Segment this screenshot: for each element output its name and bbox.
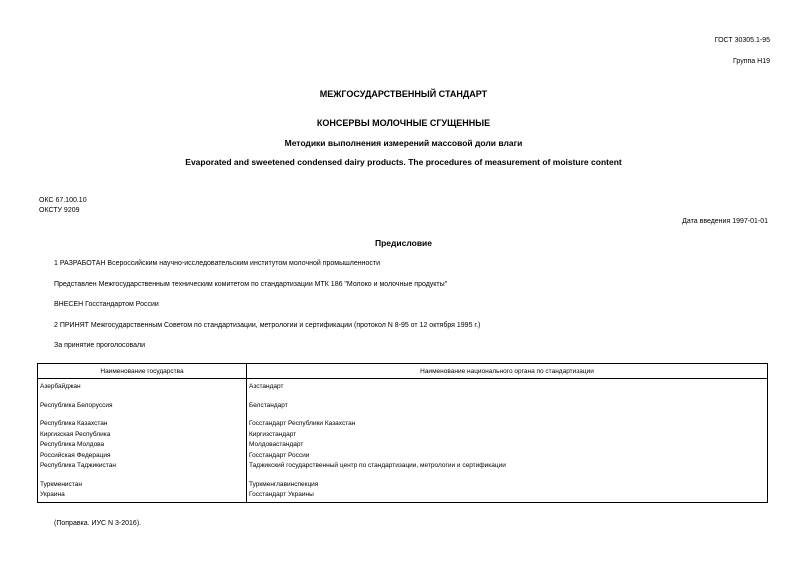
table-row bbox=[38, 452, 768, 463]
table-row bbox=[38, 420, 768, 431]
standard-type-title: МЕЖГОСУДАРСТВЕННЫЙ СТАНДАРТ bbox=[319, 89, 488, 99]
foreword-paragraph: Представлен Межгосударственным техническим комитетом по стандартизации МТК 186 "Молоко и молочные продукты" bbox=[54, 281, 448, 288]
body-name-cell: Госстандарт Украины bbox=[247, 491, 768, 502]
body-name-cell bbox=[247, 473, 768, 481]
table-header-row bbox=[38, 364, 768, 379]
foreword-paragraph: 2 ПРИНЯТ Межгосударственным Советом по стандартизации, метрологии и сертификации (протокол N 8-95 от 12 октября 1995 г.) bbox=[54, 322, 481, 329]
table-row bbox=[38, 412, 768, 420]
table-row bbox=[38, 481, 768, 492]
body-name-cell: Киргизстандарт bbox=[247, 431, 768, 442]
table-header-cell: Наименование государства bbox=[38, 364, 247, 379]
body-name-cell: Белстандарт bbox=[247, 402, 768, 413]
okstu-code: ОКСТУ 9209 bbox=[39, 207, 80, 214]
state-name-cell: Республика Казахстан bbox=[38, 420, 247, 431]
amendment-note: (Поправка. ИУС N 3-2016). bbox=[54, 520, 142, 527]
table-row bbox=[38, 431, 768, 442]
table-row bbox=[38, 402, 768, 413]
state-name-cell: Республика Молдова bbox=[38, 441, 247, 452]
subject-title: Методики выполнения измерений массовой доли влаги bbox=[284, 138, 523, 148]
state-name-cell: Азербайджан bbox=[38, 379, 247, 394]
body-name-cell: Азстандарт bbox=[247, 379, 768, 394]
state-name-cell: Российская Федерация bbox=[38, 452, 247, 463]
state-name-cell bbox=[38, 394, 247, 402]
table-row bbox=[38, 441, 768, 452]
body-name-cell: Таджикский государственный центр по стандартизации, метрологии и сертификации bbox=[247, 462, 768, 473]
intro-date: Дата введения 1997-01-01 bbox=[682, 218, 768, 225]
state-name-cell: Туркменистан bbox=[38, 481, 247, 492]
state-name-cell: Украина bbox=[38, 491, 247, 502]
table-row bbox=[38, 491, 768, 502]
body-name-cell: Туркменглавинспекция bbox=[247, 481, 768, 492]
doc-code: ГОСТ 30305.1-95 bbox=[714, 37, 770, 44]
foreword-heading: Предисловие bbox=[374, 238, 433, 248]
body-name-cell: Госстандарт Республики Казахстан bbox=[247, 420, 768, 431]
body-name-cell: Госстандарт России bbox=[247, 452, 768, 463]
state-name-cell: Республика Белоруссия bbox=[38, 402, 247, 413]
foreword-paragraph: 1 РАЗРАБОТАН Всероссийским научно-исследовательским институтом молочной промышленности bbox=[54, 260, 380, 267]
product-title: КОНСЕРВЫ МОЛОЧНЫЕ СГУЩЕННЫЕ bbox=[316, 118, 491, 128]
state-name-cell: Киргизская Республика bbox=[38, 431, 247, 442]
table-row bbox=[38, 394, 768, 402]
table-row bbox=[38, 462, 768, 473]
oks-code: ОКС 67.100.10 bbox=[39, 197, 87, 204]
body-name-cell bbox=[247, 412, 768, 420]
group-code: Группа Н19 bbox=[733, 58, 770, 65]
foreword-paragraph: За принятие проголосовали bbox=[54, 342, 146, 349]
state-name-cell bbox=[38, 412, 247, 420]
foreword-paragraph: ВНЕСЕН Госстандартом России bbox=[54, 301, 159, 308]
state-name-cell: Республика Таджикистан bbox=[38, 462, 247, 473]
table-row bbox=[38, 379, 768, 394]
table-header-cell: Наименование национального органа по стандартизации bbox=[247, 364, 768, 379]
english-title: Evaporated and sweetened condensed dairy products. The procedures of measurement of moisture content bbox=[185, 157, 622, 167]
state-name-cell bbox=[38, 473, 247, 481]
table-row bbox=[38, 473, 768, 481]
body-name-cell bbox=[247, 394, 768, 402]
body-name-cell: Молдовастандарт bbox=[247, 441, 768, 452]
member-states-table bbox=[37, 363, 768, 503]
